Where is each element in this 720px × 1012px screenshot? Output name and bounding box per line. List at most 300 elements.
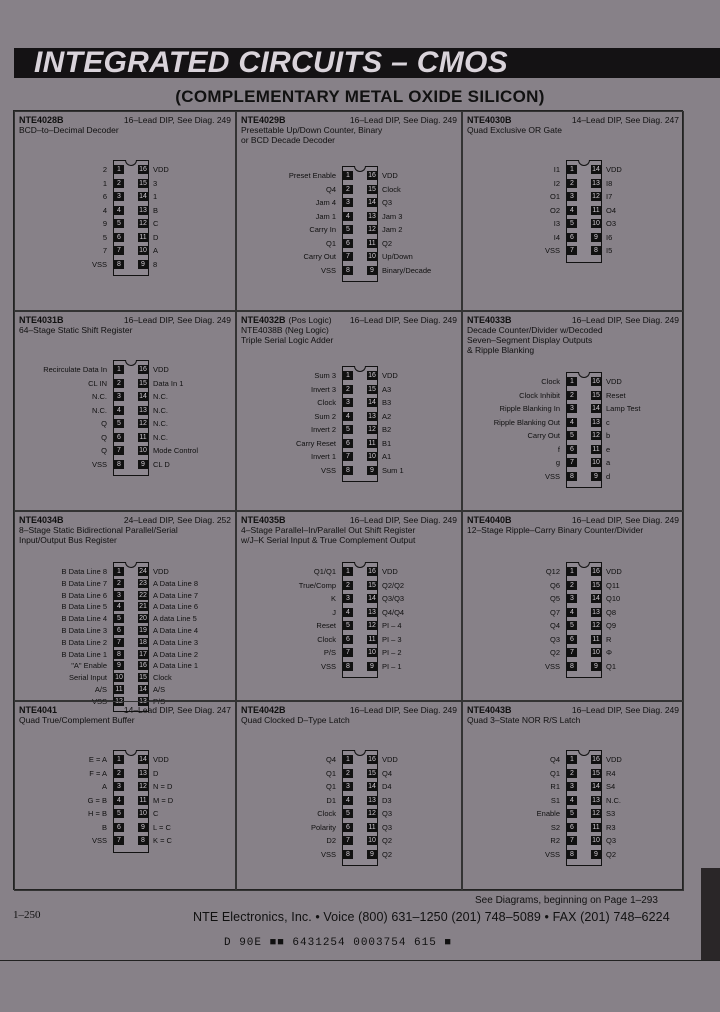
pin-number: 9 <box>138 460 148 469</box>
pin-number: 14 <box>592 595 600 602</box>
pin-number: 7 <box>114 638 124 647</box>
pin-number: 7 <box>567 458 577 467</box>
pin-label: R3 <box>606 822 616 832</box>
ic-header <box>19 315 231 325</box>
ic-description <box>467 715 679 725</box>
pin-label: Data In 1 <box>153 378 184 388</box>
pin-label: VDD <box>382 371 398 380</box>
pin-number: 13 <box>368 212 376 220</box>
pin-number: 24 <box>139 568 147 575</box>
pin1-notch <box>578 160 590 166</box>
pin-number: 13 <box>139 206 147 214</box>
pin-label: Q5 <box>549 594 560 603</box>
pin-label: d <box>606 471 611 481</box>
pin-label: VSS <box>544 849 560 859</box>
pin-label: A Data Line 1 <box>153 661 199 671</box>
pin-number: 2 <box>343 385 353 394</box>
package-info: 14–Lead DIP, See Diag. 247 <box>571 115 679 125</box>
pin-label: D <box>153 768 159 778</box>
pin-label: Clock <box>382 184 401 194</box>
pin-label: Clock <box>541 377 560 386</box>
pin-number: 9 <box>138 260 148 269</box>
pin-label: C <box>153 809 159 818</box>
pin-number: 16 <box>592 568 600 575</box>
pin-label: True/Comp <box>298 580 336 590</box>
pin-label: VDD <box>606 567 622 576</box>
pin-number: 11 <box>139 233 147 241</box>
pin-number: 6 <box>567 445 577 454</box>
pin-number: 16 <box>139 166 147 173</box>
pin-number: 9 <box>591 472 601 481</box>
pin-label: Clock <box>317 634 336 644</box>
pin-label: 5 <box>102 232 107 242</box>
pin-label: Q4/Q4 <box>382 607 405 617</box>
pin-label: Clock Inhibit <box>519 390 560 400</box>
pin-number: 11 <box>592 445 600 453</box>
ic-description <box>241 325 457 345</box>
pin-number: 3 <box>567 192 577 201</box>
pin-label: Q2 <box>549 648 560 657</box>
pin-number: 8 <box>343 662 353 671</box>
pin-number: 2 <box>114 379 124 388</box>
pin-label: A2 <box>382 411 392 421</box>
ic-description <box>467 325 679 355</box>
pin-number: 7 <box>114 246 124 255</box>
pin-label: Q3/Q3 <box>382 594 405 603</box>
pin-number: 10 <box>139 810 147 817</box>
pin-number: 8 <box>114 260 124 269</box>
ic-cell-nte4029b <box>236 111 462 311</box>
pin-number: 6 <box>114 233 124 242</box>
pin-number: 8 <box>567 472 577 481</box>
pin-number: 11 <box>139 433 147 441</box>
pin-label: Q2/Q2 <box>382 580 405 590</box>
pin-label: Binary/Decade <box>382 265 432 275</box>
part-number: NTE4043B <box>467 705 512 715</box>
pin-label: VSS <box>544 661 560 671</box>
pin-label: 8 <box>153 259 158 269</box>
pin1-notch <box>354 166 366 172</box>
pin-number: 4 <box>343 212 353 221</box>
pin-number: 10 <box>592 220 600 227</box>
pin-number: 2 <box>114 579 124 588</box>
pin-label: Q1/Q1 <box>313 567 336 576</box>
pin-number: 2 <box>567 179 577 188</box>
pin-number: 12 <box>592 193 600 200</box>
pin-label: R2 <box>550 836 560 845</box>
ic-header <box>19 515 231 525</box>
pin-number: 14 <box>139 686 147 693</box>
pin-number: 3 <box>114 591 124 600</box>
pin-number: 16 <box>592 756 600 763</box>
section-subtitle: (COMPLEMENTARY METAL OXIDE SILICON) <box>175 87 545 106</box>
pin-number: 4 <box>114 602 124 611</box>
description-line: Quad Clocked D–Type Latch <box>241 715 350 725</box>
description-line: Quad Exclusive OR Gate <box>467 125 562 135</box>
pin-label: D1 <box>326 795 336 805</box>
pin-number: 18 <box>139 638 147 646</box>
ic-cell-nte4031b <box>14 311 236 511</box>
pin-number: 16 <box>368 372 376 379</box>
pin-number: 10 <box>368 649 376 656</box>
description-line: BCD–to–Decimal Decoder <box>19 125 119 135</box>
pin-label: S3 <box>606 809 616 818</box>
pin-number: 1 <box>114 567 124 576</box>
pin-number: 13 <box>592 179 600 187</box>
pin-number: 10 <box>115 674 123 682</box>
pin-number: 11 <box>592 635 600 643</box>
pin-label: B1 <box>382 438 392 448</box>
pin-label: Q1 <box>325 768 336 778</box>
pin-number: 20 <box>139 615 147 623</box>
pin-number: 10 <box>592 837 600 844</box>
ic-header <box>467 315 679 325</box>
pin-label: S1 <box>550 795 560 805</box>
package-info: 16–Lead DIP, See Diag. 249 <box>349 515 457 525</box>
pin-number: 23 <box>139 579 147 587</box>
pin-number: 10 <box>368 453 376 460</box>
pin-label: Q1 <box>606 661 617 671</box>
pin-label: Invert 3 <box>310 384 336 394</box>
pin-number: 14 <box>139 756 147 763</box>
pin-label: O4 <box>606 205 617 215</box>
pin-label: Q4 <box>325 755 336 764</box>
pin-label: A Data Line 2 <box>153 649 199 659</box>
part-suffix: (Pos Logic) <box>288 315 332 325</box>
pin-number: 13 <box>139 769 147 777</box>
pin-label: N.C. <box>606 795 621 805</box>
pin-number: 4 <box>114 796 124 805</box>
pin-label: O1 <box>549 192 560 201</box>
part-number: NTE4040B <box>467 515 512 525</box>
pin-number: 8 <box>343 850 353 859</box>
pin-label: B Data Line 3 <box>61 626 107 635</box>
pin-label: VDD <box>606 165 622 174</box>
pin-number: 4 <box>114 206 124 215</box>
pin-label: CL D <box>153 459 170 469</box>
pin-label: Jam 3 <box>382 211 403 221</box>
pin-number: 10 <box>592 649 600 656</box>
pin-number: 11 <box>592 206 600 214</box>
pin-label: Q <box>101 446 107 455</box>
pin-number: 2 <box>114 769 124 778</box>
pin-label: Serial Input <box>69 673 107 683</box>
pin-label: Jam 4 <box>315 198 336 207</box>
pin-number: 11 <box>592 823 600 831</box>
ic-header <box>241 705 457 715</box>
pin-number: 1 <box>567 377 577 386</box>
pin-label: Φ <box>606 648 612 657</box>
pin-label: Q6 <box>549 580 560 590</box>
pin-number: 6 <box>567 635 577 644</box>
pin-label: VDD <box>606 755 622 764</box>
pin-number: 4 <box>114 406 124 415</box>
pin-number: 5 <box>114 614 124 623</box>
pin1-notch <box>125 562 137 568</box>
pin-number: 8 <box>343 466 353 475</box>
pin-label: M = D <box>153 795 174 805</box>
pin-number: 15 <box>139 179 147 187</box>
contact-line: NTE Electronics, Inc. • Voice (800) 631–1250 (201) 748–5089 • FAX (201) 748–6224 <box>193 910 670 924</box>
pin-label: Enable <box>536 809 560 818</box>
pin-number: 12 <box>115 697 123 705</box>
part-number: NTE4029B <box>241 115 286 125</box>
pin-number: 5 <box>343 425 353 434</box>
pin-label: 1 <box>102 178 107 188</box>
pin-number: 14 <box>368 399 376 406</box>
pin-number: 5 <box>343 809 353 818</box>
pin-label: VSS <box>320 265 336 275</box>
pin-label: b <box>606 431 611 440</box>
pin-number: 7 <box>567 836 577 845</box>
pin-number: 3 <box>567 404 577 413</box>
ic-cell-nte4028b <box>14 111 236 311</box>
pin-number: 7 <box>567 648 577 657</box>
pin-number: 4 <box>343 412 353 421</box>
pin-label: VSS <box>320 661 336 671</box>
ic-header <box>467 515 679 525</box>
ic-cell-nte4041 <box>14 701 236 891</box>
pin-label: "A" Enable <box>71 661 107 671</box>
description-line: 12–Stage Ripple–Carry Binary Counter/Divider <box>467 525 644 535</box>
pin-label: VSS <box>91 696 107 706</box>
pin-label: N.C. <box>153 419 168 428</box>
pin-number: 1 <box>343 755 353 764</box>
description-line: or BCD Decade Decoder <box>241 135 336 145</box>
pin-number: 4 <box>567 608 577 617</box>
pin-label: N.C. <box>153 392 168 401</box>
pin-label: PI – 4 <box>382 621 402 630</box>
description-line: 4–Stage Parallel–In/Parallel Out Shift Register <box>241 525 416 535</box>
pin-label: A/S <box>153 685 166 694</box>
pin-number: 6 <box>114 626 124 635</box>
ic-description <box>19 325 231 335</box>
pin-label: B <box>153 205 159 215</box>
pin-label: 7 <box>102 246 107 255</box>
pin-label: VDD <box>153 567 169 576</box>
pin-number: 14 <box>139 193 147 200</box>
pin-label: B Data Line 1 <box>61 649 107 659</box>
pin-label: VSS <box>544 471 560 481</box>
pin-number: 4 <box>567 206 577 215</box>
pin-label: O3 <box>606 219 617 228</box>
pin-label: VDD <box>153 165 169 174</box>
pin-label: B Data Line 8 <box>61 567 107 576</box>
pin-number: 12 <box>592 622 600 629</box>
pin-label: I2 <box>553 178 560 188</box>
pin-number: 8 <box>138 836 148 845</box>
pin-label: Up/Down <box>382 252 413 261</box>
pin-number: 7 <box>343 648 353 657</box>
pin-label: Sum 2 <box>314 411 336 421</box>
pin-label: E = A <box>88 755 107 764</box>
pin-number: 5 <box>567 809 577 818</box>
pin-number: 13 <box>368 608 376 616</box>
pin-label: Reset <box>606 390 626 400</box>
part-number: NTE4032B <box>241 315 286 325</box>
pin-label: VSS <box>91 459 107 469</box>
pin-label: Carry Out <box>303 252 336 261</box>
pin-label: B2 <box>382 425 392 434</box>
description-line: 8–Stage Static Bidirectional Parallel/Serial <box>19 525 178 535</box>
pin-number: 9 <box>591 662 601 671</box>
pin-number: 12 <box>368 810 376 817</box>
pin-number: 1 <box>343 371 353 380</box>
pin-number: 12 <box>139 420 147 427</box>
pin-number: 13 <box>139 697 147 705</box>
pin-label: A <box>101 782 107 791</box>
pin-label: B Data Line 2 <box>61 637 107 647</box>
pin-label: Clock <box>317 809 336 818</box>
description-line: Quad True/Complement Buffer <box>19 715 135 725</box>
pin-label: K = C <box>153 836 172 845</box>
ic-header <box>241 515 457 525</box>
pin-label: f <box>557 444 560 454</box>
pin-label: C <box>153 219 159 228</box>
pin-number: 2 <box>343 581 353 590</box>
pin-number: 11 <box>368 823 376 831</box>
description-line: Quad 3–State NOR R/S Latch <box>467 715 581 725</box>
pin-number: 9 <box>138 823 148 832</box>
pin-number: 6 <box>567 233 577 242</box>
pin-label: c <box>606 417 610 427</box>
pin-number: 1 <box>343 567 353 576</box>
pin-label: Q4 <box>325 184 336 194</box>
ic-cell-nte4030b <box>462 111 684 311</box>
pin-label: A <box>153 246 159 255</box>
pin-number: 4 <box>343 796 353 805</box>
pin-label: N = D <box>153 782 173 791</box>
ic-cell-nte4032b <box>236 311 462 511</box>
pin-label: A Data Line 7 <box>153 590 199 600</box>
pin-label: I7 <box>606 192 613 201</box>
pin-label: Q3 <box>382 198 393 207</box>
pin-label: Carry In <box>309 225 336 234</box>
pin-label: A3 <box>382 384 392 394</box>
pin-number: 13 <box>592 418 600 426</box>
pin-label: N.C. <box>153 432 168 442</box>
pin-number: 10 <box>139 447 147 454</box>
pin-label: H = B <box>88 809 107 818</box>
pin-label: Q1 <box>325 782 336 791</box>
pin-number: 12 <box>139 783 147 790</box>
pin-number: 16 <box>139 366 147 373</box>
pin-label: Q4 <box>549 621 560 630</box>
pin-number: 9 <box>367 266 377 275</box>
ic-cell-nte4040b <box>462 511 684 701</box>
part-number: NTE4033B <box>467 315 512 325</box>
pin-number: 6 <box>343 239 353 248</box>
part-number: NTE4041 <box>19 705 58 715</box>
part-number: NTE4034B <box>19 515 64 525</box>
pin-label: D2 <box>326 836 336 845</box>
package-info: 16–Lead DIP, See Diag. 249 <box>571 315 679 325</box>
description-line: w/J–K Serial Input & True Complement Output <box>241 535 416 545</box>
pin-number: 6 <box>343 823 353 832</box>
pin-number: 8 <box>567 662 577 671</box>
pin-label: VDD <box>153 755 169 764</box>
pin-number: 2 <box>343 185 353 194</box>
pin1-notch <box>354 750 366 756</box>
pin-label: I5 <box>606 246 613 255</box>
pin-number: 11 <box>368 239 376 247</box>
pin-label: 3 <box>153 178 158 188</box>
pin-number: 16 <box>368 172 376 179</box>
pin-number: 7 <box>114 446 124 455</box>
pin-label: Clock <box>153 673 172 683</box>
pin-number: 10 <box>368 837 376 844</box>
package-info: 16–Lead DIP, See Diag. 249 <box>123 115 231 125</box>
pin-number: 14 <box>368 595 376 602</box>
description-line: Decade Counter/Divider w/Decoded <box>467 325 603 335</box>
part-number: NTE4031B <box>19 315 64 325</box>
pin-label: Lamp Test <box>606 404 641 413</box>
ic-header <box>241 315 457 325</box>
pin-number: 15 <box>592 391 600 399</box>
pin-number: 7 <box>343 836 353 845</box>
pin-number: 3 <box>114 392 124 401</box>
pin-label: A/S <box>94 685 107 694</box>
part-number: NTE4028B <box>19 115 64 125</box>
pin-number: 10 <box>139 247 147 254</box>
pin-label: Carry Reset <box>295 438 336 448</box>
pin-number: 9 <box>114 661 124 670</box>
section-banner: INTEGRATED CIRCUITS – CMOS <box>14 48 720 78</box>
part-number: NTE4035B <box>241 515 286 525</box>
pin-number: 3 <box>343 594 353 603</box>
package-info: 14–Lead DIP, See Diag. 247 <box>123 705 231 715</box>
ic-header <box>19 115 231 125</box>
pin-number: 5 <box>114 419 124 428</box>
pin-number: 5 <box>343 621 353 630</box>
pin1-notch <box>354 562 366 568</box>
pin-label: Q2 <box>382 849 393 859</box>
pin-number: 3 <box>343 198 353 207</box>
ic-description <box>467 525 679 535</box>
pin1-notch <box>125 360 137 366</box>
pin-label: D4 <box>382 782 392 791</box>
pin-label: g <box>555 458 560 467</box>
barcode-text: D 90E ■■ 6431254 0003754 615 ■ <box>224 937 453 949</box>
ic-description <box>19 715 231 725</box>
pin-label: B Data Line 7 <box>61 578 107 588</box>
pin-label: I8 <box>606 178 613 188</box>
pin-number: 16 <box>368 568 376 575</box>
pin-number: 11 <box>115 686 123 693</box>
pin-number: 14 <box>592 166 600 173</box>
pin-label: PI – 1 <box>382 661 402 671</box>
pin-number: 7 <box>343 452 353 461</box>
pin-label: G = B <box>87 795 107 805</box>
pin-number: 15 <box>592 581 600 589</box>
pin-label: L = C <box>153 822 171 832</box>
pin-number: 10 <box>592 459 600 466</box>
pin-label: VSS <box>91 836 107 845</box>
pin-number: 2 <box>567 391 577 400</box>
pin-number: 7 <box>567 246 577 255</box>
pin-label: Q8 <box>606 607 617 617</box>
pin-number: 21 <box>139 603 147 611</box>
pin-label: PI – 3 <box>382 634 402 644</box>
pin-number: 4 <box>343 608 353 617</box>
pin-number: 9 <box>367 850 377 859</box>
pin-label: I3 <box>553 219 560 228</box>
description-line: Presettable Up/Down Counter, Binary <box>241 125 383 135</box>
pin-label: Recirculate Data In <box>43 365 107 374</box>
pin-number: 3 <box>567 594 577 603</box>
pin-label: 6 <box>102 192 107 201</box>
pin-number: 5 <box>567 621 577 630</box>
